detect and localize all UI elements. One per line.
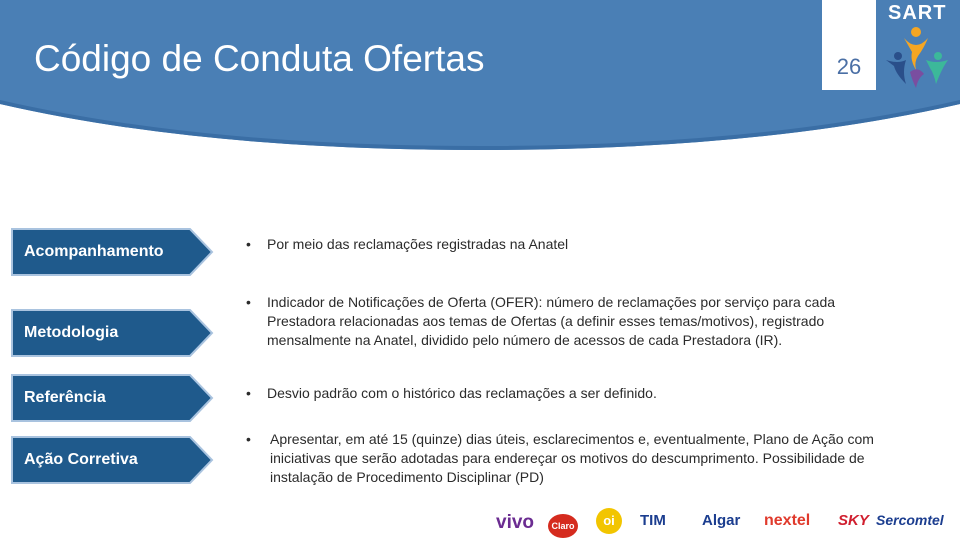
tim-logo: TIM [640,512,666,529]
arrow-label-referencia: Referência [24,389,106,406]
bullet-dot: • [246,385,251,401]
arrow-metodologia [10,308,215,358]
bullet-text: Indicador de Notificações de Oferta (OFER): número de reclamações por serviço para cada Prestadora relacionadas aos temas de Ofertas (a definir esses temas/motivos), registrado mensalmente na Anatel, dividido pelo número de acessos de cada Prestadora (IR). [267,294,836,348]
arrow-referencia [10,373,215,423]
bullet-text: Desvio padrão com o histórico das reclamações a ser definido. [267,385,657,401]
bullet-dot: • [246,236,251,252]
vivo-logo: vivo [496,512,535,533]
nextel-logo: nextel [764,512,811,529]
arrow-acompanhamento [10,227,215,277]
bullet-metodologia [246,293,896,350]
arrow-label-acompanhamento: Acompanhamento [24,243,164,260]
arrow-acao-corretiva [10,435,215,485]
bullet-acao-corretiva [246,430,906,487]
page-number-box [822,0,876,90]
page-number: 26 [836,54,862,79]
bullet-dot: • [246,431,251,447]
claro-logo: Claro [548,514,578,538]
arrow-label-acao-corretiva: Ação Corretiva [24,451,138,468]
bullet-dot: • [246,294,251,310]
bullet-referencia [246,384,896,403]
bullet-acompanhamento [246,235,896,254]
bullet-text: Por meio das reclamações registradas na Anatel [267,236,569,252]
sart-logo [880,0,960,100]
algar-logo: Algar [702,512,741,529]
logo-text: SART [888,2,947,24]
sky-logo: SKY [838,512,869,529]
bullet-text: Apresentar, em até 15 (quinze) dias úteis, esclarecimentos e, eventualmente, Plano de Ação com iniciativas que serão adotadas para endereçar os motivos do descumprimento. Possibilidade de instalação de Procedimento Disciplinar (PD) [270,431,874,485]
sercomtel-logo: Sercomtel [876,512,944,528]
page-title: Código de Conduta Ofertas [34,38,485,79]
sponsor-logos [490,506,960,540]
oi-logo: oi [596,508,622,534]
arrow-label-metodologia: Metodologia [24,324,119,341]
people-logo-icon [880,22,960,100]
